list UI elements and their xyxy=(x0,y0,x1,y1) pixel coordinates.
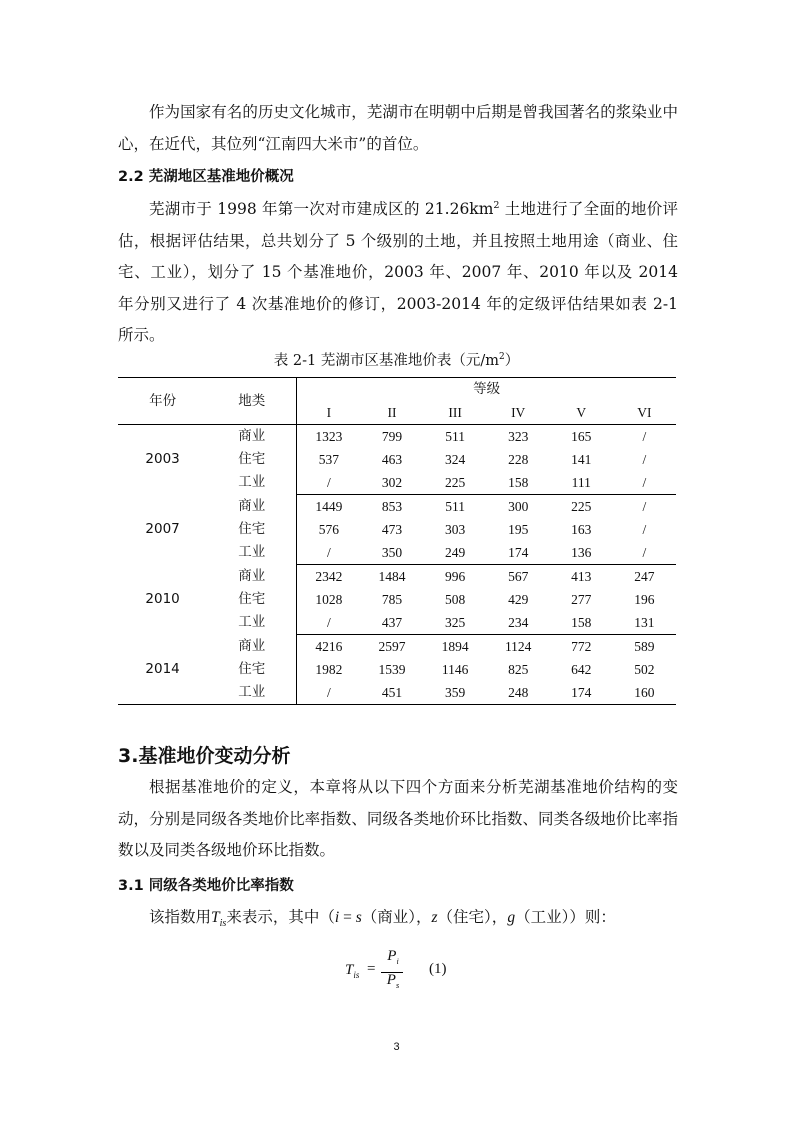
value-cell: / xyxy=(642,429,647,444)
value-cell: 174 xyxy=(550,681,613,705)
value-cell: / xyxy=(326,615,331,630)
formula-number: (1) xyxy=(429,961,447,977)
table-caption xyxy=(0,349,793,370)
table-header-row xyxy=(118,378,676,402)
year-cell: 2003 xyxy=(145,451,180,468)
table-row xyxy=(118,495,676,519)
value-cell: 359 xyxy=(424,681,487,705)
section-2-2-heading: 2.2 芜湖地区基准地价概况 xyxy=(118,169,294,185)
numerator-P: P xyxy=(387,948,397,964)
page-number: 3 xyxy=(393,1041,400,1053)
section-3-1-heading: 3.1 同级各类地价比率指数 xyxy=(118,878,294,894)
symbol-T-letter: T xyxy=(211,909,220,926)
value-cell: 141 xyxy=(571,452,592,467)
value-cell: 589 xyxy=(613,635,676,659)
formula-denominator xyxy=(383,972,403,990)
header-grade: 等级 xyxy=(297,378,676,402)
text-mid3: （住宅）， xyxy=(437,908,508,926)
table-row xyxy=(118,565,676,589)
value-cell: 451 xyxy=(360,681,423,705)
type-cell: 住宅 xyxy=(207,448,297,471)
value-cell: 234 xyxy=(508,615,529,630)
value-cell: 1124 xyxy=(487,635,550,659)
value-cell: 247 xyxy=(613,565,676,589)
value-cell: 473 xyxy=(381,522,403,537)
caption-text: 表 2-1 芜湖市区基准地价表（元/m xyxy=(273,353,499,369)
symbol-g: g xyxy=(507,909,516,926)
type-cell: 商业 xyxy=(207,635,297,659)
value-cell: / xyxy=(642,522,647,537)
type-cell: 工业 xyxy=(207,611,297,635)
value-cell: 1982 xyxy=(315,662,343,677)
value-cell: / xyxy=(613,495,676,519)
value-cell: 350 xyxy=(381,545,403,560)
value-cell: / xyxy=(297,681,361,705)
symbol-z: z xyxy=(431,909,438,926)
denominator-subscript: s xyxy=(395,981,400,990)
value-cell: 511 xyxy=(424,495,487,519)
section-3-1-paragraph xyxy=(118,902,678,940)
value-cell: 163 xyxy=(571,522,592,537)
table-row xyxy=(118,635,676,659)
value-cell: 825 xyxy=(508,662,529,677)
value-cell: 324 xyxy=(444,452,466,467)
caption-superscript: 2 xyxy=(498,352,505,363)
value-cell: 323 xyxy=(508,429,529,444)
text-suffix: （工业））则： xyxy=(515,908,616,926)
formula-1 xyxy=(345,950,465,1000)
value-cell: 303 xyxy=(444,522,466,537)
value-cell: 996 xyxy=(424,565,487,589)
value-cell: 1028 xyxy=(315,592,343,607)
value-cell: / xyxy=(642,545,647,560)
value-cell: 1484 xyxy=(360,565,423,589)
formula-equals: = xyxy=(367,961,376,977)
value-cell: 228 xyxy=(508,452,529,467)
value-cell: 1449 xyxy=(297,495,361,519)
value-cell: 225 xyxy=(550,495,613,519)
text-prefix: 该指数用 xyxy=(149,908,212,926)
value-cell: 576 xyxy=(318,522,339,537)
symbol-T-subscript: is xyxy=(219,918,227,930)
value-cell: 302 xyxy=(381,475,403,490)
type-cell: 工业 xyxy=(207,471,297,495)
symbol-T xyxy=(211,909,227,930)
section-3-heading: 3.基准地价变动分析 xyxy=(118,745,291,767)
type-cell: 商业 xyxy=(207,495,297,519)
text-mid2: （商业）， xyxy=(361,908,432,926)
section-3-paragraph: 根据基准地价的定义，本章将从以下四个方面来分析芜湖基准地价结构的变动，分别是同级各类地价比率指数、同级各类地价环比指数、同类各级地价比率指数以及同类各级地价环比指数。 xyxy=(118,778,678,859)
type-cell: 工业 xyxy=(207,681,297,705)
value-cell: 508 xyxy=(444,592,466,607)
value-cell: 4216 xyxy=(297,635,361,659)
value-cell: 174 xyxy=(508,545,529,560)
value-cell: 642 xyxy=(571,662,592,677)
para-text-part2: 土地进行了全面的地价评估，根据评估结果，总共划分了 5 个级别的土地，并且按照土地用途（商业、住宅、工业），划分了 15 个基准地价，2003 年、2007 年、2010 年以及 2014 年分别又进行了 4 次基准地价的修订，2003-2014 年的定级评估结果如表 2-1 所示。 xyxy=(118,200,678,345)
value-cell: 1894 xyxy=(424,635,487,659)
year-cell: 2014 xyxy=(118,635,207,705)
year-cell: 2010 xyxy=(145,591,180,607)
value-cell: 1323 xyxy=(315,429,343,444)
type-cell: 住宅 xyxy=(207,518,297,541)
formula-numerator xyxy=(383,948,403,966)
header-year: 年份 xyxy=(118,378,207,425)
value-cell: 413 xyxy=(550,565,613,589)
grade-header-cell: I xyxy=(297,401,361,425)
table-row xyxy=(118,425,676,449)
formula-lhs-subscript: is xyxy=(353,970,360,980)
value-cell: 1146 xyxy=(441,662,469,677)
type-cell: 住宅 xyxy=(207,658,297,681)
value-cell: 2342 xyxy=(297,565,361,589)
value-cell: 158 xyxy=(571,615,592,630)
grade-header-cell: II xyxy=(360,401,423,425)
intro-paragraph: 作为国家有名的历史文化城市，芜湖市在明朝中后期是曾我国著名的浆染业中心，在近代，其位列“江南四大米市”的首位。 xyxy=(118,103,678,153)
value-cell: 160 xyxy=(613,681,676,705)
symbol-s: s xyxy=(355,909,362,926)
value-cell: 136 xyxy=(571,545,592,560)
value-cell: 772 xyxy=(550,635,613,659)
value-cell: 196 xyxy=(634,592,655,607)
value-cell: / xyxy=(326,475,331,490)
type-cell: 工业 xyxy=(207,541,297,565)
numerator-subscript: i xyxy=(396,957,399,966)
type-cell: 商业 xyxy=(207,425,297,449)
header-type: 地类 xyxy=(207,378,297,425)
value-cell: 249 xyxy=(444,545,466,560)
value-cell: 799 xyxy=(381,429,403,444)
value-cell: 567 xyxy=(487,565,550,589)
value-cell: 225 xyxy=(444,475,466,490)
value-cell: / xyxy=(326,545,331,560)
value-cell: 131 xyxy=(634,615,655,630)
value-cell: 502 xyxy=(634,662,655,677)
type-cell: 商业 xyxy=(207,565,297,589)
value-cell: 165 xyxy=(571,429,592,444)
value-cell: 785 xyxy=(381,592,403,607)
grade-header-cell: V xyxy=(550,401,613,425)
superscript-2: 2 xyxy=(493,200,500,211)
grade-header-cell: VI xyxy=(613,401,676,425)
value-cell: 1539 xyxy=(378,662,406,677)
grade-header-cell: IV xyxy=(487,401,550,425)
section-2-2-paragraph xyxy=(118,190,678,352)
denominator-P: P xyxy=(386,972,396,988)
value-cell: 248 xyxy=(487,681,550,705)
value-cell: 2597 xyxy=(360,635,423,659)
value-cell: 300 xyxy=(487,495,550,519)
value-cell: 195 xyxy=(508,522,529,537)
value-cell: / xyxy=(642,452,647,467)
value-cell: 429 xyxy=(508,592,529,607)
grade-header-cell: III xyxy=(424,401,487,425)
para-text-part1: 芜湖市于 1998 年第一次对市建成区的 21.26km xyxy=(149,200,494,219)
value-cell: 537 xyxy=(318,452,339,467)
value-cell: 325 xyxy=(444,615,466,630)
table-body xyxy=(118,378,676,705)
symbol-equals: = xyxy=(339,909,356,926)
value-cell: 463 xyxy=(381,452,403,467)
value-cell: / xyxy=(642,475,647,490)
year-cell: 2007 xyxy=(145,521,180,537)
land-price-table xyxy=(118,377,676,705)
value-cell: 437 xyxy=(381,615,403,630)
value-cell: 277 xyxy=(571,592,592,607)
type-cell: 住宅 xyxy=(207,588,297,611)
text-mid1: 来表示，其中（ xyxy=(226,908,335,926)
value-cell: 511 xyxy=(445,429,465,444)
formula-lhs-T: T xyxy=(345,962,354,978)
formula-lhs xyxy=(345,962,359,980)
value-cell: 158 xyxy=(508,475,529,490)
value-cell: 853 xyxy=(360,495,423,519)
value-cell: 111 xyxy=(571,475,591,490)
caption-close: ） xyxy=(504,353,520,369)
symbol-i: i xyxy=(334,909,340,926)
